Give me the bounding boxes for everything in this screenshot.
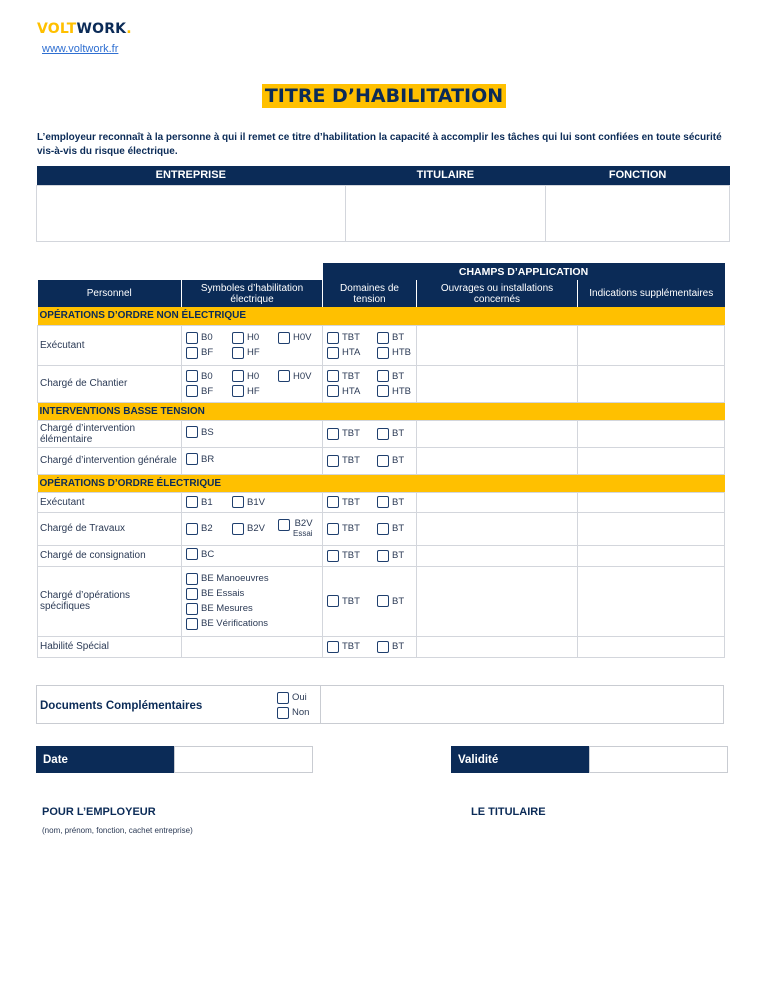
checkbox-b2v[interactable]: B2V bbox=[232, 523, 278, 535]
row-label: Chargé d’intervention générale bbox=[38, 447, 182, 474]
checkbox-b2[interactable]: B2 bbox=[186, 523, 232, 535]
checkbox-bf[interactable]: BF bbox=[186, 347, 232, 359]
section-basse-tension: INTERVENTIONS BASSE TENSION bbox=[38, 402, 725, 420]
fonction-field[interactable] bbox=[546, 185, 730, 241]
checkbox-b1[interactable]: B1 bbox=[186, 496, 232, 508]
date-block bbox=[36, 746, 313, 773]
checkbox-tbt[interactable]: TBT bbox=[327, 550, 377, 562]
table-row bbox=[38, 566, 725, 636]
checkbox-tbt[interactable]: TBT bbox=[327, 496, 377, 508]
checkbox-tbt[interactable]: TBT bbox=[327, 595, 377, 607]
habilitation-table bbox=[37, 263, 725, 658]
col-indications: Indications supplémentaires bbox=[578, 280, 725, 307]
date-label: Date bbox=[36, 746, 174, 773]
row-label: Chargé de Travaux bbox=[38, 512, 182, 545]
checkbox-be-manoeuvres[interactable]: BE Manoeuvres bbox=[186, 573, 269, 585]
brand-logo: VOLTWORK. bbox=[37, 21, 132, 37]
checkbox-be-essais[interactable]: BE Essais bbox=[186, 588, 244, 600]
ouvrages-cell[interactable] bbox=[417, 420, 578, 447]
checkbox-b1v[interactable]: B1V bbox=[232, 496, 265, 508]
table-row bbox=[38, 545, 725, 566]
documents-label: Documents Complémentaires bbox=[40, 699, 203, 712]
checkbox-bt[interactable]: BT bbox=[377, 428, 404, 440]
row-label: Chargé d’intervention élémentaire bbox=[38, 420, 182, 447]
checkbox-bt[interactable]: BT bbox=[377, 455, 404, 467]
col-symboles: Symboles d’habilitation électrique bbox=[182, 280, 323, 307]
row-label: Exécutant bbox=[38, 325, 182, 365]
checkbox-tbt[interactable]: TBT bbox=[327, 455, 377, 467]
ouvrages-cell[interactable] bbox=[417, 566, 578, 636]
champs-application-header: CHAMPS D’APPLICATION bbox=[323, 263, 725, 280]
validite-label: Validité bbox=[451, 746, 589, 773]
checkbox-bf[interactable]: BF bbox=[186, 385, 232, 397]
indications-cell[interactable] bbox=[578, 545, 725, 566]
checkbox-oui[interactable]: Oui bbox=[277, 692, 307, 704]
checkbox-be-verifications[interactable]: BE Vérifications bbox=[186, 618, 268, 630]
col-personnel: Personnel bbox=[38, 280, 182, 307]
ouvrages-cell[interactable] bbox=[417, 545, 578, 566]
documents-complementaires bbox=[36, 685, 724, 724]
date-field[interactable] bbox=[174, 746, 313, 773]
checkbox-non[interactable]: Non bbox=[277, 707, 309, 719]
checkbox-h0[interactable]: H0 bbox=[232, 370, 278, 382]
checkbox-tbt[interactable]: TBT bbox=[327, 428, 377, 440]
checkbox-tbt[interactable]: TBT bbox=[327, 641, 377, 653]
col-ouvrages: Ouvrages ou installations concernés bbox=[417, 280, 578, 307]
documents-field[interactable] bbox=[321, 686, 723, 723]
checkbox-bt[interactable]: BT bbox=[377, 523, 404, 535]
indications-cell[interactable] bbox=[578, 566, 725, 636]
checkbox-bc[interactable]: BC bbox=[186, 548, 214, 560]
holder-signature-title: LE TITULAIRE bbox=[471, 806, 546, 818]
checkbox-bt[interactable]: BT bbox=[377, 595, 404, 607]
table-row bbox=[38, 512, 725, 545]
checkbox-hta[interactable]: HTA bbox=[327, 385, 377, 397]
titulaire-field[interactable] bbox=[345, 185, 546, 241]
checkbox-hta[interactable]: HTA bbox=[327, 347, 377, 359]
symbols-cell[interactable] bbox=[182, 636, 323, 657]
checkbox-b0[interactable]: B0 bbox=[186, 332, 232, 344]
page-title: TITRE D’HABILITATION bbox=[262, 84, 506, 108]
indications-cell[interactable] bbox=[578, 365, 725, 402]
checkbox-h0v[interactable]: H0V bbox=[278, 370, 311, 382]
checkbox-htb[interactable]: HTB bbox=[377, 347, 411, 359]
ouvrages-cell[interactable] bbox=[417, 325, 578, 365]
row-label: Exécutant bbox=[38, 492, 182, 512]
checkbox-bt[interactable]: BT bbox=[377, 550, 404, 562]
indications-cell[interactable] bbox=[578, 636, 725, 657]
section-non-electrique: OPÉRATIONS D’ORDRE NON ÉLECTRIQUE bbox=[38, 307, 725, 325]
row-label: Chargé de consignation bbox=[38, 545, 182, 566]
table-row bbox=[38, 636, 725, 657]
col-entreprise: ENTREPRISE bbox=[37, 166, 346, 185]
table-row bbox=[38, 325, 725, 365]
indications-cell[interactable] bbox=[578, 420, 725, 447]
checkbox-b2v-essai[interactable]: B2V Essai bbox=[278, 519, 313, 539]
indications-cell[interactable] bbox=[578, 492, 725, 512]
ouvrages-cell[interactable] bbox=[417, 512, 578, 545]
checkbox-hf[interactable]: HF bbox=[232, 385, 260, 397]
checkbox-b0[interactable]: B0 bbox=[186, 370, 232, 382]
indications-cell[interactable] bbox=[578, 512, 725, 545]
ouvrages-cell[interactable] bbox=[417, 636, 578, 657]
checkbox-be-mesures[interactable]: BE Mesures bbox=[186, 603, 253, 615]
indications-cell[interactable] bbox=[578, 325, 725, 365]
intro-text: L’employeur reconnaît à la personne à qui il remet ce titre d’habilitation la capacité à accomplir les tâches qui lui sont confiées en toute sécurité vis-à-vis du risque électrique. bbox=[37, 132, 722, 157]
checkbox-tbt[interactable]: TBT bbox=[327, 370, 377, 382]
row-label: Chargé de Chantier bbox=[38, 365, 182, 402]
website-link[interactable]: www.voltwork.fr bbox=[42, 43, 119, 55]
col-fonction: FONCTION bbox=[546, 166, 730, 185]
checkbox-tbt[interactable]: TBT bbox=[327, 332, 377, 344]
checkbox-bs[interactable]: BS bbox=[186, 426, 214, 438]
row-label: Chargé d’opérations spécifiques bbox=[38, 566, 182, 636]
checkbox-h0v[interactable]: H0V bbox=[278, 332, 311, 344]
employer-signature-hint: (nom, prénom, fonction, cachet entreprise) bbox=[42, 826, 193, 835]
indications-cell[interactable] bbox=[578, 447, 725, 474]
checkbox-h0[interactable]: H0 bbox=[232, 332, 278, 344]
validite-field[interactable] bbox=[589, 746, 728, 773]
checkbox-bt[interactable]: BT bbox=[377, 496, 404, 508]
table-row bbox=[38, 420, 725, 447]
ouvrages-cell[interactable] bbox=[417, 365, 578, 402]
section-electrique: OPÉRATIONS D’ORDRE ÉLECTRIQUE bbox=[38, 474, 725, 492]
checkbox-bt[interactable]: BT bbox=[377, 370, 404, 382]
checkbox-bt[interactable]: BT bbox=[377, 332, 404, 344]
col-titulaire: TITULAIRE bbox=[345, 166, 546, 185]
checkbox-tbt[interactable]: TBT bbox=[327, 523, 377, 535]
employer-signature-title: POUR L’EMPLOYEUR bbox=[42, 806, 156, 818]
table-row bbox=[38, 492, 725, 512]
col-domaines: Domaines de tension bbox=[323, 280, 417, 307]
holder-info-table bbox=[36, 166, 730, 242]
table-row bbox=[38, 365, 725, 402]
table-row bbox=[38, 447, 725, 474]
entreprise-field[interactable] bbox=[37, 185, 346, 241]
checkbox-bt[interactable]: BT bbox=[377, 641, 404, 653]
ouvrages-cell[interactable] bbox=[417, 492, 578, 512]
validite-block bbox=[451, 746, 728, 773]
row-label: Habilité Spécial bbox=[38, 636, 182, 657]
ouvrages-cell[interactable] bbox=[417, 447, 578, 474]
checkbox-br[interactable]: BR bbox=[186, 453, 214, 465]
checkbox-htb[interactable]: HTB bbox=[377, 385, 411, 397]
checkbox-hf[interactable]: HF bbox=[232, 347, 260, 359]
